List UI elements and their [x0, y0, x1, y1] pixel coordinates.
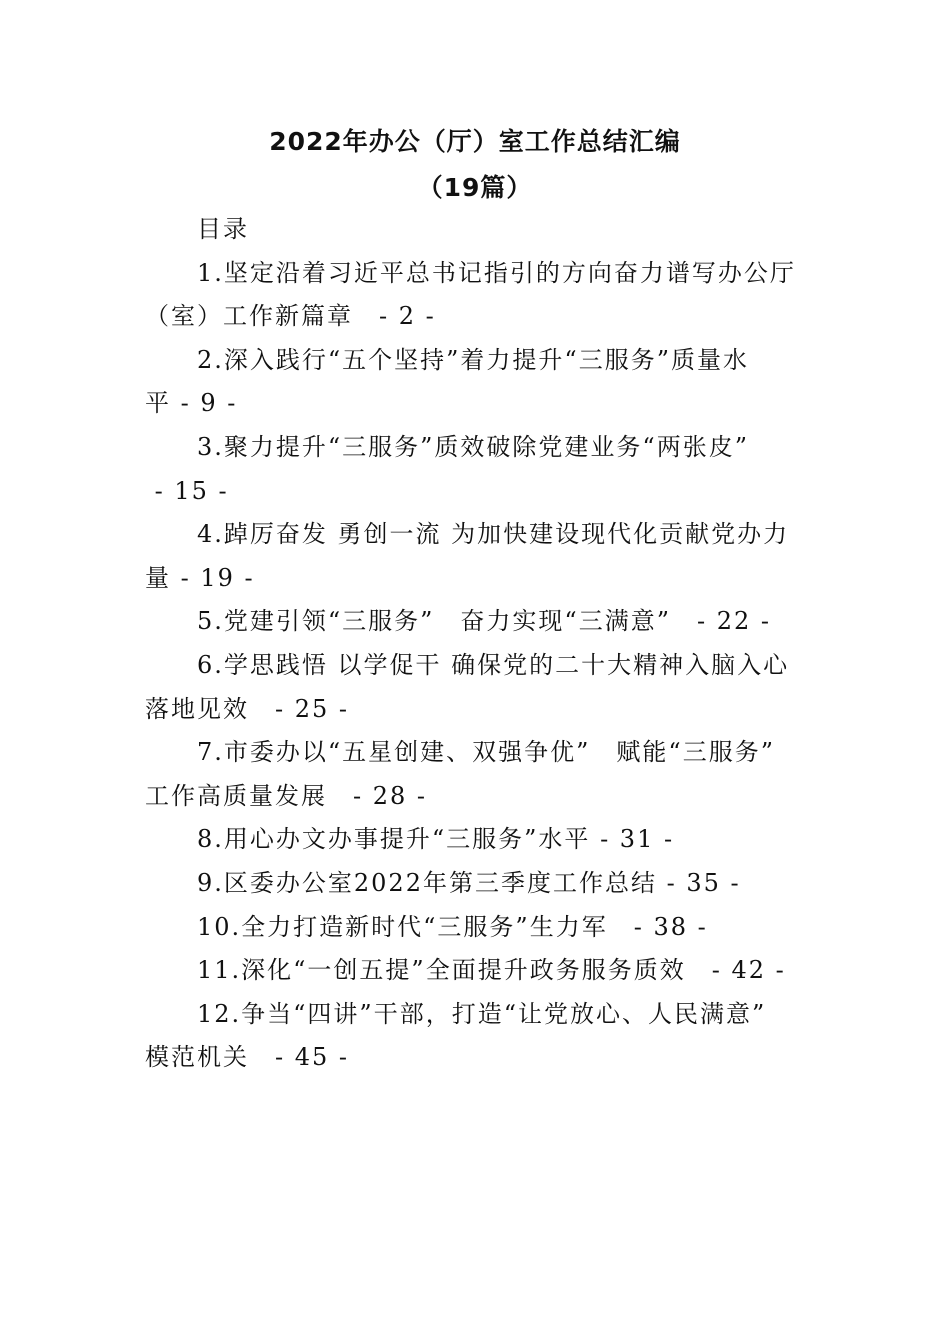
toc-entry-continuation: 平 - 9 -	[145, 389, 238, 418]
toc-entry-text: 10.全力打造新时代“三服务”生力军 - 38 -	[197, 912, 708, 941]
toc-entry-continuation: （室）工作新篇章 - 2 -	[145, 302, 436, 331]
document-title: 2022年办公（厅）室工作总结汇编	[269, 127, 681, 156]
toc-entry[interactable]	[145, 252, 807, 339]
table-of-contents	[145, 208, 807, 1080]
toc-entry-text: 1.坚定沿着习近平总书记指引的方向奋力谱写办公厅	[197, 258, 796, 287]
toc-entry[interactable]	[145, 731, 807, 818]
toc-entry-text: 4.踔厉奋发 勇创一流 为加快建设现代化贡献党办力	[197, 520, 790, 549]
toc-entry-continuation: 落地见效 - 25 -	[145, 694, 350, 723]
toc-entry-text: 12.争当“四讲”干部，打造“让党放心、人民满意”	[197, 999, 767, 1028]
toc-entry[interactable]	[145, 644, 807, 731]
toc-entry-text: 8.用心办文办事提升“三服务”水平 - 31 -	[197, 825, 675, 854]
toc-entry[interactable]	[145, 949, 807, 993]
toc-entry-text: 7.市委办以“五星创建、双强争优” 赋能“三服务”	[197, 738, 775, 767]
toc-entry-continuation: 模范机关 - 45 -	[145, 1043, 350, 1072]
toc-list	[145, 252, 807, 1080]
toc-entry[interactable]	[145, 906, 807, 950]
toc-entry-continuation: 量 - 19 -	[145, 563, 255, 592]
toc-entry-continuation: 工作高质量发展 - 28 -	[145, 781, 428, 810]
toc-entry[interactable]	[145, 339, 807, 426]
toc-entry[interactable]	[145, 600, 807, 644]
document-subtitle: （19篇）	[417, 173, 533, 202]
toc-entry-text: 6.学思践悟 以学促干 确保党的二十大精神入脑入心	[197, 650, 790, 679]
toc-entry-text: 11.深化“一创五提”全面提升政务服务质效 - 42 -	[197, 956, 786, 985]
toc-heading: 目录	[197, 215, 249, 243]
toc-entry[interactable]	[145, 862, 807, 906]
toc-entry-text: 2.深入践行“五个坚持”着力提升“三服务”质量水	[197, 345, 749, 374]
toc-entry[interactable]	[145, 513, 807, 600]
toc-entry[interactable]	[145, 993, 807, 1080]
toc-entry-text: 5.党建引领“三服务” 奋力实现“三满意” - 22 -	[197, 607, 771, 636]
toc-entry[interactable]	[145, 426, 807, 513]
toc-entry[interactable]	[145, 818, 807, 862]
toc-entry-continuation: - 15 -	[145, 476, 229, 505]
toc-entry-text: 3.聚力提升“三服务”质效破除党建业务“两张皮”	[197, 432, 749, 461]
toc-entry-text: 9.区委办公室2022年第三季度工作总结 - 35 -	[197, 868, 741, 897]
